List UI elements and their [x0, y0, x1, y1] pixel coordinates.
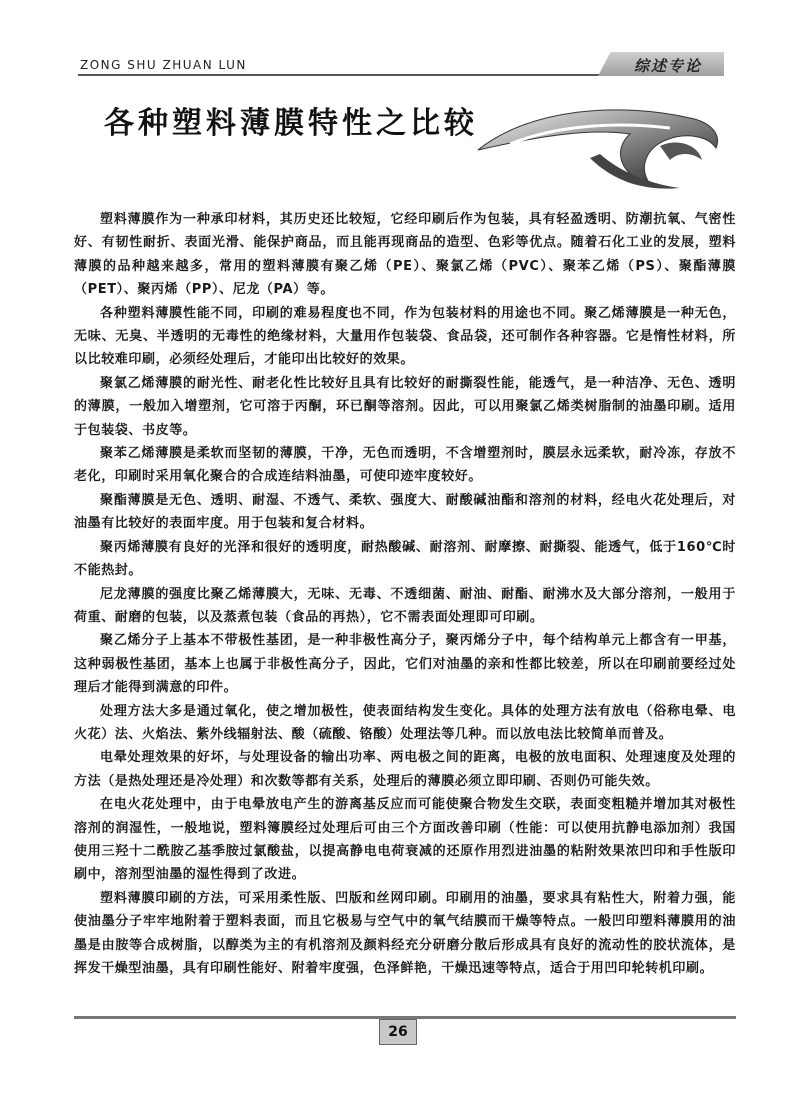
paragraph: 电晕处理效果的好坏，与处理设备的输出功率、两电极之间的距离，电极的放电面积、处理速度及处理的方法（是热处理还是冷处理）和次数等都有关系，处理后的薄膜必须立即印刷、否则仍可能失效。 [74, 750, 736, 789]
paragraph: 各种塑料薄膜性能不同，印刷的难易程度也不同，作为包装材料的用途也不同。聚乙烯薄膜是一种无色，无味、无臭、半透明的无毒性的绝缘材料，大量用作包装袋、食品袋，还可制作各种容器。它是惰性材料，所以比较难印刷，必须经处理后，才能印出比较好的效果。 [74, 305, 736, 368]
series-label: ZONG SHU ZHUAN LUN [80, 58, 247, 72]
paragraph: 尼龙薄膜的强度比聚乙烯薄膜大，无味、无毒、不透细菌、耐油、耐酯、耐沸水及大部分溶剂，一般用于荷重、耐磨的包装，以及蒸煮包装（食品的再热），它不需表面处理即可印刷。 [74, 586, 736, 625]
page-number: 26 [379, 1019, 417, 1045]
paragraph: 塑料薄膜作为一种承印材料，其历史还比较短，它经印刷后作为包装，具有轻盈透明、防潮抗氧、气密性好、有韧性耐折、表面光滑、能保护商品，而且能再现商品的造型、色彩等优点。随着石化工业的发展，塑料薄膜的品种越来越多，常用的塑料薄膜有聚乙烯（PE）、聚氯乙烯（PVC）、聚苯乙烯（PS）、聚酯薄膜（PET）、聚丙烯（PP）、尼龙（PA）等。 [74, 212, 736, 298]
article-body [74, 208, 736, 980]
section-label: 综述专论 [633, 57, 702, 75]
paragraph: 在电火花处理中，由于电晕放电产生的游离基反应而可能使聚合物发生交联，表面变粗糙并增加其对极性溶剂的润湿性，一般地说，塑料簿膜经过处理后可由三个方面改善印刷（性能：可以使用抗静电添加剂）我国使用三羟十二酰胺乙基季胺过氯酸盐，以提高静电电荷衰减的还原作用烈进油墨的粘附效果浓凹印和手性版印刷中，溶剂型油墨的湿性得到了改进。 [74, 797, 736, 883]
article-title: 各种塑料薄膜特性之比较 [104, 106, 478, 141]
decorative-swirl-icon [470, 88, 730, 198]
paragraph: 聚氯乙烯薄膜的耐光性、耐老化性比较好且具有比较好的耐撕裂性能，能透气，是一种洁净、无色、透明的薄膜，一般加入增塑剂，它可溶于丙酮，环已酮等溶剂。因此，可以用聚氯乙烯类树脂制的油墨印刷。适用于包装袋、书皮等。 [74, 375, 736, 438]
paragraph: 聚酯薄膜是无色、透明、耐湿、不透气、柔软、强度大、耐酸碱油酯和溶剂的材料，经电火花处理后，对油墨有比较好的表面牢度。用于包装和复合材料。 [74, 492, 736, 532]
paragraph: 处理方法大多是通过氧化，使之增加极性，使表面结构发生变化。具体的处理方法有放电（俗称电晕、电火花）法、火焰法、紫外线辐射法、酸（硫酸、铬酸）处理法等几种。而以放电法比较简单而普及。 [74, 703, 736, 742]
header-rule [78, 74, 606, 76]
paragraph: 塑料薄膜印刷的方法，可采用柔性版、凹版和丝网印刷。印刷用的油墨，要求具有粘性大，附着力强，能使油墨分子牢牢地附着于塑料表面，而且它极易与空气中的氧气结膜而干燥等特点。一般凹印塑料薄膜用的油墨是由胺等合成树脂，以醇类为主的有机溶剂及颜料经充分研磨分散后形成具有良好的流动性的胶状流体，是挥发干燥型油墨，具有印刷性能好、附着牢度强，色泽鲜艳，干燥迅速等特点，适合于用凹印轮转机印刷。 [74, 890, 736, 976]
paragraph: 聚丙烯薄膜有良好的光泽和很好的透明度，耐热酸碱、耐溶剂、耐摩擦、耐撕裂、能透气，低于160℃时不能热封。 [74, 539, 736, 579]
paragraph: 聚苯乙烯薄膜是柔软而坚韧的薄膜，干净，无色而透明，不含增塑剂时，膜层永远柔软，耐冷冻，存放不老化，印刷时采用氧化聚合的合成连结料油墨，可使印迹牢度较好。 [74, 446, 736, 485]
paragraph: 聚乙烯分子上基本不带极性基团，是一种非极性高分子，聚丙烯分子中，每个结构单元上都含有一甲基，这种弱极性基团，基本上也属于非极性高分子，因此，它们对油墨的亲和性都比较差，所以在印刷前要经过处理后才能得到满意的印件。 [74, 633, 736, 696]
running-header [78, 52, 724, 76]
